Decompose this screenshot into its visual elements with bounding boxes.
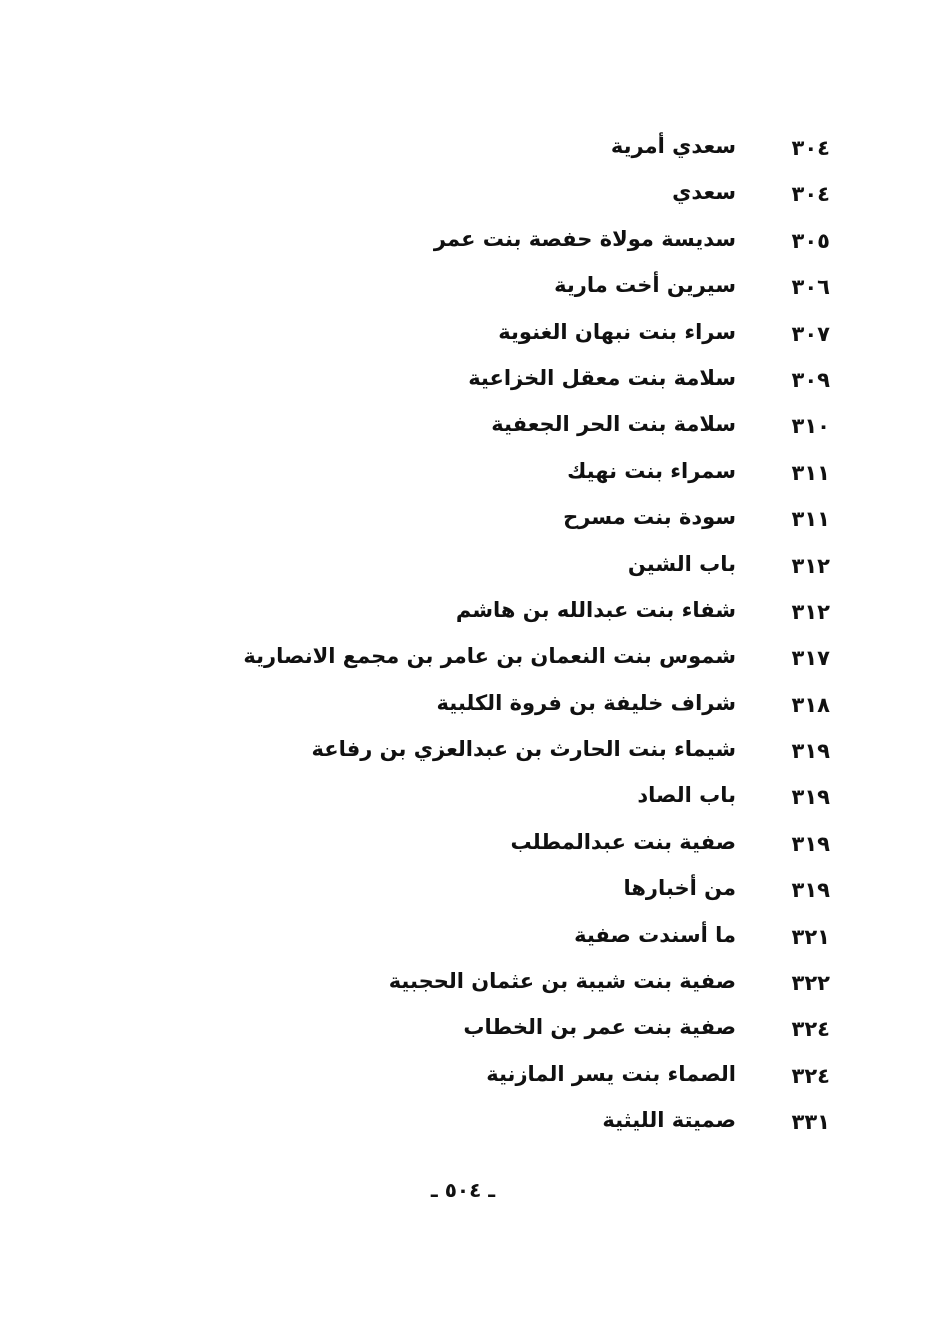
index-row	[0, 410, 926, 456]
index-row	[0, 642, 926, 688]
entry-page-number: ٣١٢	[791, 599, 830, 624]
index-row	[0, 503, 926, 549]
section-heading: باب الشين	[627, 551, 736, 576]
entry-page-number: ٣١١	[791, 460, 830, 485]
index-row	[0, 271, 926, 317]
entry-page-number: ٣٠٩	[791, 367, 830, 392]
index-row	[0, 828, 926, 874]
index-row	[0, 132, 926, 178]
entry-title: صفية بنت عبدالمطلب	[510, 829, 736, 854]
entry-title: سلامة بنت معقل الخزاعية	[468, 365, 736, 390]
entry-title: صفية بنت عمر بن الخطاب	[463, 1015, 736, 1040]
index-row	[0, 1060, 926, 1106]
entry-title: سيرين أخت مارية	[554, 273, 736, 298]
entry-title: شفاء بنت عبدالله بن هاشم	[455, 597, 736, 622]
entry-page-number: ٣٢١	[791, 924, 830, 949]
entry-page-number: ٣١٠	[791, 414, 830, 439]
entry-page-number: ٣١١	[791, 507, 830, 532]
index-row	[0, 781, 926, 827]
index-row	[0, 318, 926, 364]
index-row	[0, 457, 926, 503]
entry-page-number: ٣١٢	[791, 553, 830, 578]
entry-page-number: ٣٠٤	[791, 136, 830, 160]
index-row	[0, 225, 926, 271]
entry-title: سمراء بنت نهيك	[567, 458, 736, 483]
entry-page-number: ٣٢٤	[791, 1017, 830, 1042]
entry-title: سودة بنت مسرح	[563, 505, 736, 530]
index-row	[0, 364, 926, 410]
index-row	[0, 1013, 926, 1059]
entry-title: صميتة الليثية	[602, 1108, 736, 1133]
entry-page-number: ٣١٩	[791, 878, 830, 903]
entry-title: سلامة بنت الحر الجعفية	[491, 412, 736, 437]
page-number-footer: ـ ٥٠٤ ـ	[430, 1178, 496, 1202]
entry-page-number: ٣٣١	[791, 1110, 830, 1135]
index-row	[0, 735, 926, 781]
index-row	[0, 874, 926, 920]
entry-page-number: ٣١٧	[791, 646, 830, 671]
index-row	[0, 550, 926, 596]
entry-title: صفية بنت شيبة بن عثمان الحجبية	[388, 969, 736, 994]
entry-title: شيماء بنت الحارث بن عبدالعزي بن رفاعة	[311, 737, 736, 762]
entry-page-number: ٣١٩	[791, 785, 830, 810]
index-row	[0, 689, 926, 735]
entry-title: شراف خليفة بن فروة الكلبية	[436, 690, 736, 715]
section-heading: باب الصاد	[637, 783, 736, 808]
entry-title: سعدي	[672, 180, 736, 205]
entry-page-number: ٣٠٥	[791, 228, 830, 253]
index-row	[0, 967, 926, 1013]
entry-title: سعدي أمرية	[610, 134, 736, 158]
index-row	[0, 921, 926, 967]
index-row	[0, 1106, 926, 1152]
entry-page-number: ٣١٩	[791, 739, 830, 764]
entry-title: سديسة مولاة حفصة بنت عمر	[433, 226, 736, 251]
entry-title: الصماء بنت يسر المازنية	[486, 1061, 736, 1086]
entry-page-number: ٣٠٦	[791, 275, 830, 300]
entry-title: ما أسندت صفية	[574, 922, 736, 947]
entry-title: شموس بنت النعمان بن عامر بن مجمع الانصارية	[243, 644, 736, 669]
index-entries	[0, 132, 926, 1153]
index-row	[0, 596, 926, 642]
entry-page-number: ٣١٨	[791, 692, 830, 717]
entry-page-number: ٣١٩	[791, 831, 830, 856]
entry-page-number: ٣٠٤	[791, 182, 830, 207]
entry-title: من أخبارها	[623, 876, 736, 901]
entry-title: سراء بنت نبهان الغنوية	[498, 319, 736, 344]
entry-page-number: ٣٢٤	[791, 1063, 830, 1088]
entry-page-number: ٣٠٧	[791, 321, 830, 346]
index-row	[0, 178, 926, 224]
entry-page-number: ٣٢٢	[791, 971, 830, 996]
